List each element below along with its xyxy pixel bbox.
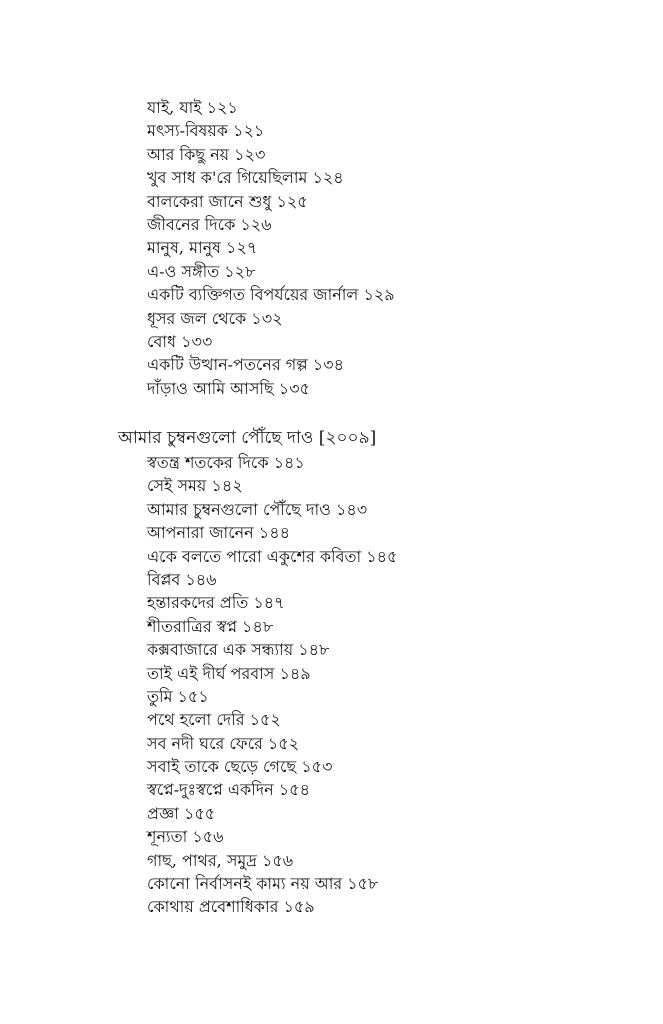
toc-entry: আমার চুম্বনগুলো পৌঁছে দাও ১৪৩	[147, 499, 368, 519]
toc-entry: হন্তারকদের প্রতি ১৪৭	[147, 593, 285, 613]
toc-entry: গাছ, পাথর, সমুদ্র ১৫৬	[147, 850, 294, 870]
toc-entry: একে বলতে পারো একুশের কবিতা ১৪৫	[147, 546, 398, 566]
toc-entry: একটি ব্যক্তিগত বিপর্যয়ের জার্নাল ১২৯	[147, 285, 395, 305]
toc-entry: স্বতন্ত্র শতকের দিকে ১৪১	[147, 453, 305, 472]
toc-entry: স্বপ্নে-দুঃস্বপ্নে একদিন ১৫৪	[147, 780, 310, 800]
toc-entry: তুমি ১৫১	[147, 686, 209, 706]
toc-entry: শীতরাত্রির স্বপ্ন ১৪৮	[147, 616, 274, 636]
toc-entry: বিপ্লব ১৪৬	[147, 569, 217, 589]
section-heading: আমার চুম্বনগুলো পৌঁছে দাও [২০০৯]	[118, 428, 377, 448]
toc-entry: পথে হলো দেরি ১৫২	[147, 710, 281, 730]
toc-entry: খুব সাধ ক'রে গিয়েছিলাম ১২৪	[147, 168, 344, 188]
toc-entry: দাঁড়াও আমি আসছি ১৩৫	[147, 378, 310, 398]
toc-entry: মানুষ, মানুষ ১২৭	[147, 238, 258, 258]
toc-entry: একটি উত্থান-পতনের গল্প ১৩৪	[147, 355, 344, 375]
toc-entry: এ-ও সঙ্গীত ১২৮	[147, 261, 256, 281]
toc-entry: আপনারা জানেন ১৪৪	[147, 523, 290, 543]
toc-list-section-1	[147, 96, 627, 400]
toc-entry: আর কিছু নয় ১২৩	[147, 144, 266, 164]
toc-entry: তাই এই দীর্ঘ পরবাস ১৪৯	[147, 663, 311, 683]
toc-entry: জীবনের দিকে ১২৬	[147, 214, 272, 234]
toc-entry: সবাই তাকে ছেড়ে গেছে ১৫৩	[147, 757, 333, 777]
toc-entry: সব নদী ঘরে ফেরে ১৫২	[147, 733, 300, 753]
toc-entry: প্রজ্ঞা ১৫৫	[147, 803, 216, 823]
toc-entry: কোনো নির্বাসনই কাম্য নয় আর ১৫৮	[147, 874, 379, 894]
toc-entry: শূন্যতা ১৫৬	[147, 827, 224, 847]
toc-entry: কোথায় প্রবেশাধিকার ১৫৯	[147, 897, 315, 917]
toc-entry: সেই সময় ১৪২	[147, 476, 243, 496]
toc-entry: কক্সবাজারে এক সন্ধ্যায় ১৪৮	[147, 640, 330, 660]
toc-list-section-2	[147, 451, 627, 919]
toc-entry: বোধ ১৩৩	[147, 331, 213, 351]
toc-entry: যাই, যাই ১২১	[147, 98, 238, 117]
toc-entry: মৎস্য-বিষয়ক ১২১	[147, 121, 265, 141]
toc-entry: বালকেরা জানে শুধু ১২৫	[147, 191, 308, 211]
toc-entry: ধূসর জল থেকে ১৩২	[147, 308, 283, 328]
